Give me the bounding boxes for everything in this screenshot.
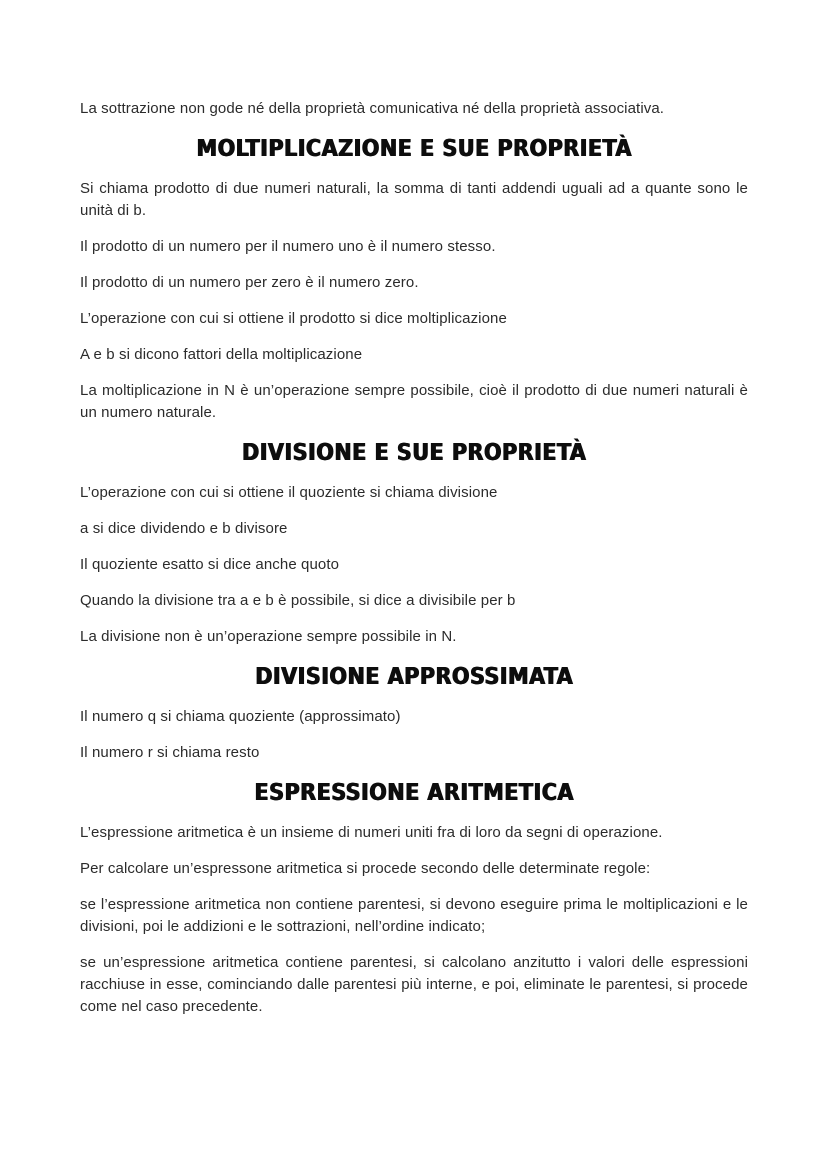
paragraph: Il quoziente esatto si dice anche quoto [80, 556, 340, 573]
paragraph: L’operazione con cui si ottiene il prodotto si dice moltiplicazione [80, 310, 507, 327]
paragraph: Il prodotto di un numero per il numero uno è il numero stesso. [80, 238, 496, 255]
section-heading-divisione-approssimata: DIVISIONE APPROSSIMATA [255, 664, 573, 690]
paragraph: La divisione non è un’operazione sempre possibile in N. [80, 628, 457, 645]
paragraph: Si chiama prodotto di due numeri naturali, la somma di tanti addendi uguali ad a quante sono le unità di b. [80, 180, 748, 219]
paragraph: se l’espressione aritmetica non contiene parentesi, si devono eseguire prima le moltiplicazioni e le divisioni, poi le addizioni e le sottrazioni, nell’ordine indicato; [80, 896, 748, 935]
paragraph: Per calcolare un’espressone aritmetica si procede secondo delle determinate regole: [80, 860, 651, 877]
paragraph: L’espressione aritmetica è un insieme di numeri uniti fra di loro da segni di operazione. [80, 824, 663, 841]
section-heading-moltiplicazione: MOLTIPLICAZIONE E SUE PROPRIETÀ [196, 136, 632, 162]
intro-paragraph: La sottrazione non gode né della proprietà comunicativa né della proprietà associativa. [80, 100, 665, 117]
paragraph: se un’espressione aritmetica contiene parentesi, si calcolano anzitutto i valori delle espressioni racchiuse in esse, cominciando dalle parentesi più interne, e poi, eliminate le parentesi, si procede come nel caso precedente. [80, 954, 748, 1015]
paragraph: A e b si dicono fattori della moltiplicazione [80, 346, 363, 363]
paragraph: a si dice dividendo e b divisore [80, 520, 288, 537]
paragraph: La moltiplicazione in N è un’operazione sempre possibile, cioè il prodotto di due numeri naturali è un numero naturale. [80, 382, 748, 421]
section-heading-divisione: DIVISIONE E SUE PROPRIETÀ [241, 440, 587, 466]
paragraph: Il numero r si chiama resto [80, 744, 260, 761]
paragraph: Il prodotto di un numero per zero è il numero zero. [80, 274, 419, 291]
paragraph: Quando la divisione tra a e b è possibile, si dice a divisibile per b [80, 592, 516, 609]
paragraph: L’operazione con cui si ottiene il quoziente si chiama divisione [80, 484, 498, 501]
section-heading-espressione-aritmetica: ESPRESSIONE ARITMETICA [254, 780, 574, 806]
paragraph: Il numero q si chiama quoziente (approssimato) [80, 708, 401, 725]
